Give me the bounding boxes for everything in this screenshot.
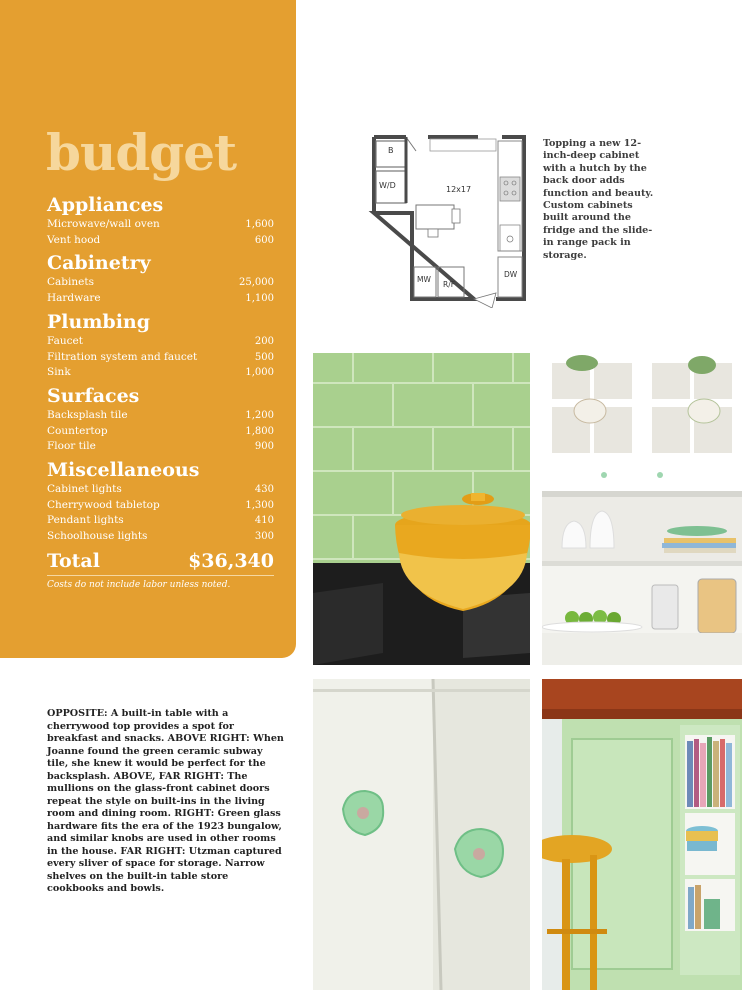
photo-backsplash-pot [313, 353, 530, 665]
caption-label: ABOVE, FAR RIGHT: [113, 770, 224, 782]
budget-category-title: Appliances [47, 194, 164, 216]
line-item-label: Floor tile [47, 440, 96, 453]
photo-captions [47, 708, 287, 896]
line-item-amount: 1,600 [245, 219, 274, 230]
caption-label: FAR RIGHT: [120, 845, 186, 857]
budget-line-item [47, 275, 274, 291]
budget-line-item [47, 529, 274, 545]
plan-label-mw: MW [417, 275, 431, 284]
caption-text: Utzman captured every sliver of space for storage. Narrow shelves on the built-in table store cookbooks and bowls. [47, 845, 282, 894]
line-item-label: Cherrywood tabletop [47, 498, 160, 511]
budget-categories [47, 194, 274, 545]
budget-category-title: Cabinetry [47, 252, 151, 275]
budget-line-item [47, 334, 274, 350]
line-item-amount: 200 [254, 335, 274, 347]
plan-label-room: 12x17 [446, 185, 472, 194]
line-item-amount: 430 [254, 484, 274, 496]
budget-category [47, 385, 274, 455]
budget-title: budget [46, 123, 237, 182]
line-item-amount: 500 [254, 351, 274, 363]
budget-line-item [47, 233, 274, 249]
photo-glass-knobs [313, 679, 530, 990]
total-label: Total [47, 549, 100, 572]
line-item-amount: 25,000 [239, 277, 274, 289]
plan-label-dw: DW [504, 270, 518, 279]
budget-note: Costs do not include labor unless noted. [47, 579, 231, 590]
budget-panel [0, 0, 296, 658]
budget-line-item [47, 217, 274, 233]
line-item-label: Backsplash tile [47, 408, 128, 421]
line-item-label: Schoolhouse lights [47, 530, 148, 543]
line-item-label: Filtration system and faucet [47, 350, 198, 363]
line-item-label: Sink [47, 366, 71, 379]
caption-text: Green glass hardware fits the era of the 1923 bungalow, and similar knobs are used in other rooms in the house. [47, 808, 282, 857]
photo-captions-body [47, 708, 284, 894]
budget-category [47, 252, 274, 306]
budget-line-item [47, 291, 274, 307]
budget-line-item [47, 513, 274, 529]
caption-text: A built-in table with a cherrywood top provides a spot for breakfast and snacks. [47, 708, 234, 744]
budget-line-item [47, 439, 274, 455]
plan-label-rf: R/F [443, 280, 456, 289]
line-item-label: Pendant lights [47, 514, 124, 527]
line-item-label: Faucet [47, 334, 83, 347]
caption-label: RIGHT: [174, 808, 215, 819]
budget-line-item [47, 424, 274, 440]
budget-list [47, 194, 274, 590]
total-value: $36,340 [188, 549, 274, 572]
line-item-amount: 600 [254, 234, 274, 246]
line-item-label: Microwave/wall oven [47, 218, 160, 230]
budget-line-item [47, 408, 274, 424]
budget-total [47, 549, 274, 576]
budget-line-item [47, 350, 274, 366]
caption-text: The mullions on the glass-front cabinet doors repeat the style on built-ins in the living room and dining room. [47, 770, 270, 819]
line-item-amount: 1,800 [245, 425, 274, 437]
photo-cherry-table-shelves [542, 679, 742, 990]
line-item-label: Vent hood [47, 233, 101, 246]
plan-label-b: B [388, 146, 394, 155]
caption-label: OPPOSITE: [47, 708, 108, 719]
photo-glass-cabinet [542, 353, 742, 665]
caption-text: When Joanne found the green ceramic subway tile, she knew it would be perfect for the backsplash. [47, 733, 284, 782]
line-item-amount: 300 [254, 531, 274, 543]
budget-category [47, 194, 274, 248]
floor-plan-caption: Topping a new 12-inch-deep cabinet with a hutch by the back door adds function and beauty. Custom cabinets built around the fridge and the slide-in range pack in storage. [543, 138, 654, 261]
budget-category-title: Plumbing [47, 310, 151, 333]
line-item-amount: 410 [254, 515, 274, 527]
budget-category [47, 311, 274, 381]
budget-category-title: Miscellaneous [47, 459, 200, 482]
line-item-amount: 1,100 [245, 293, 274, 305]
line-item-label: Countertop [47, 424, 108, 437]
plan-label-wd: W/D [379, 181, 396, 190]
line-item-amount: 1,000 [245, 367, 274, 379]
budget-line-item [47, 498, 274, 514]
line-item-amount: 900 [254, 441, 274, 453]
budget-line-item [47, 482, 274, 498]
budget-category-title: Surfaces [47, 384, 140, 407]
floor-plan [366, 133, 536, 308]
line-item-label: Cabinet lights [47, 483, 122, 496]
line-item-amount: 1,300 [245, 499, 274, 511]
line-item-label: Hardware [47, 292, 101, 305]
caption-label: ABOVE RIGHT: [167, 733, 250, 744]
line-item-label: Cabinets [47, 276, 94, 289]
budget-line-item [47, 365, 274, 381]
budget-category [47, 459, 274, 545]
line-item-amount: 1,200 [245, 409, 274, 421]
